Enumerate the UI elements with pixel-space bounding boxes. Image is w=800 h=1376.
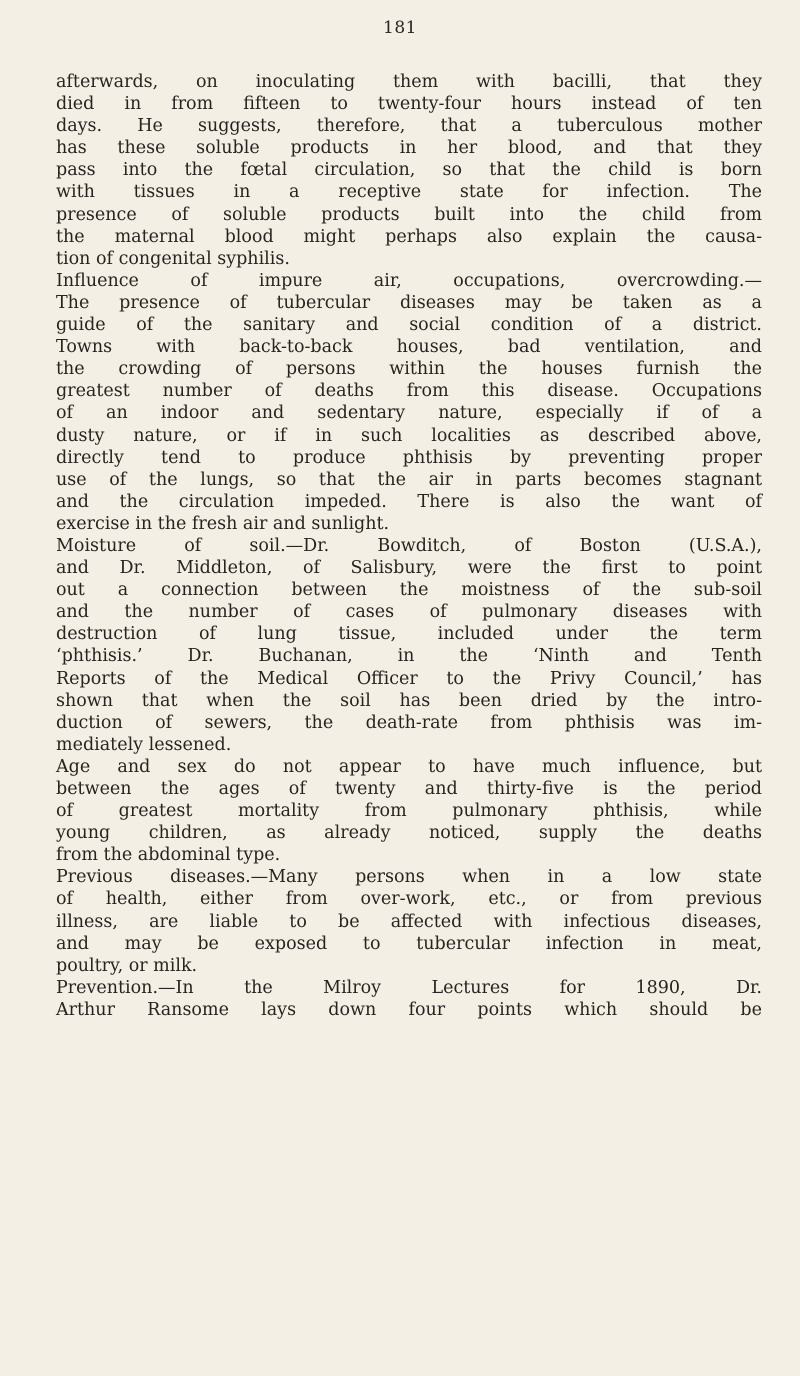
text-line: and may be exposed to tubercular infection in meat, — [56, 933, 762, 954]
text-line: pass into the fœtal circulation, so that the child is born — [56, 160, 762, 181]
text-line: with tissues in a receptive state for infection. The — [56, 182, 762, 203]
text-line: died in from fifteen to twenty-four hours instead of ten — [56, 94, 762, 115]
text-line: of an indoor and sedentary nature, especially if of a — [56, 403, 762, 424]
text-line: Towns with back-to-back houses, bad ventilation, and — [56, 337, 762, 358]
text-line: between the ages of twenty and thirty-five is the period — [56, 779, 762, 799]
text-line: has these soluble products in her blood, and that they — [56, 138, 762, 159]
text-line: directly tend to produce phthisis by preventing proper — [56, 447, 762, 468]
text-line: duction of sewers, the death-rate from phthisis was im- — [56, 712, 762, 733]
text-line: Age and sex do not appear to have much influence, but — [56, 756, 762, 777]
text-line: The presence of tubercular diseases may be taken as a — [56, 292, 762, 313]
text-line: destruction of lung tissue, included under the term — [56, 624, 762, 645]
text-line: the maternal blood might perhaps also explain the causa- — [56, 226, 762, 247]
text-line: exercise in the fresh air and sunlight. — [56, 513, 390, 534]
text-line: illness, are liable to be affected with infectious diseases, — [56, 911, 762, 932]
text-line: mediately lessened. — [56, 734, 232, 755]
text-line: Arthur Ransome lays down four points which should be — [56, 999, 762, 1020]
text-line: ‘phthisis.’ Dr. Buchanan, in the ‘Ninth and Tenth — [56, 646, 762, 667]
text-line: guide of the sanitary and social condition of a district. — [56, 315, 762, 336]
text-line: Reports of the Medical Officer to the Privy Council,’ has — [56, 668, 762, 689]
text-line: and Dr. Middleton, of Salisbury, were the first to point — [56, 558, 762, 579]
text-line: Moisture of soil.—Dr. Bowditch, of Boston (U.S.A.), — [56, 535, 762, 556]
text-line: greatest number of deaths from this disease. Occupations — [56, 381, 762, 402]
text-line: the crowding of persons within the houses furnish the — [56, 359, 762, 380]
text-line: of health, either from over-work, etc., or from previous — [56, 889, 762, 910]
text-line: days. He suggests, therefore, that a tuberculous mother — [56, 116, 762, 137]
text-line: of greatest mortality from pulmonary phthisis, while — [56, 801, 762, 822]
text-line: tion of congenital syphilis. — [56, 248, 290, 269]
text-line: presence of soluble products built into the child from — [56, 204, 762, 225]
text-line: and the circulation impeded. There is also the want of — [56, 491, 762, 512]
body-text — [56, 71, 762, 1021]
text-line: Previous diseases.—Many persons when in a low state — [56, 867, 762, 888]
page-number: 181 — [383, 18, 417, 38]
text-line: Prevention.—In the Milroy Lectures for 1890, Dr. — [56, 977, 762, 998]
text-line: afterwards, on inoculating them with bacilli, that they — [56, 72, 762, 92]
text-line: and the number of cases of pulmonary diseases with — [56, 602, 762, 623]
text-line: shown that when the soil has been dried by the intro- — [56, 690, 762, 711]
text-line: Influence of impure air, occupations, overcrowding.— — [56, 270, 762, 291]
text-line: out a connection between the moistness of the sub-soil — [56, 580, 762, 601]
text-line: dusty nature, or if in such localities as described above, — [56, 425, 762, 446]
text-line: poultry, or milk. — [56, 955, 198, 976]
text-line: young children, as already noticed, supply the deaths — [56, 823, 762, 844]
text-line: use of the lungs, so that the air in parts becomes stagnant — [56, 469, 762, 490]
text-line: from the abdominal type. — [56, 845, 281, 866]
